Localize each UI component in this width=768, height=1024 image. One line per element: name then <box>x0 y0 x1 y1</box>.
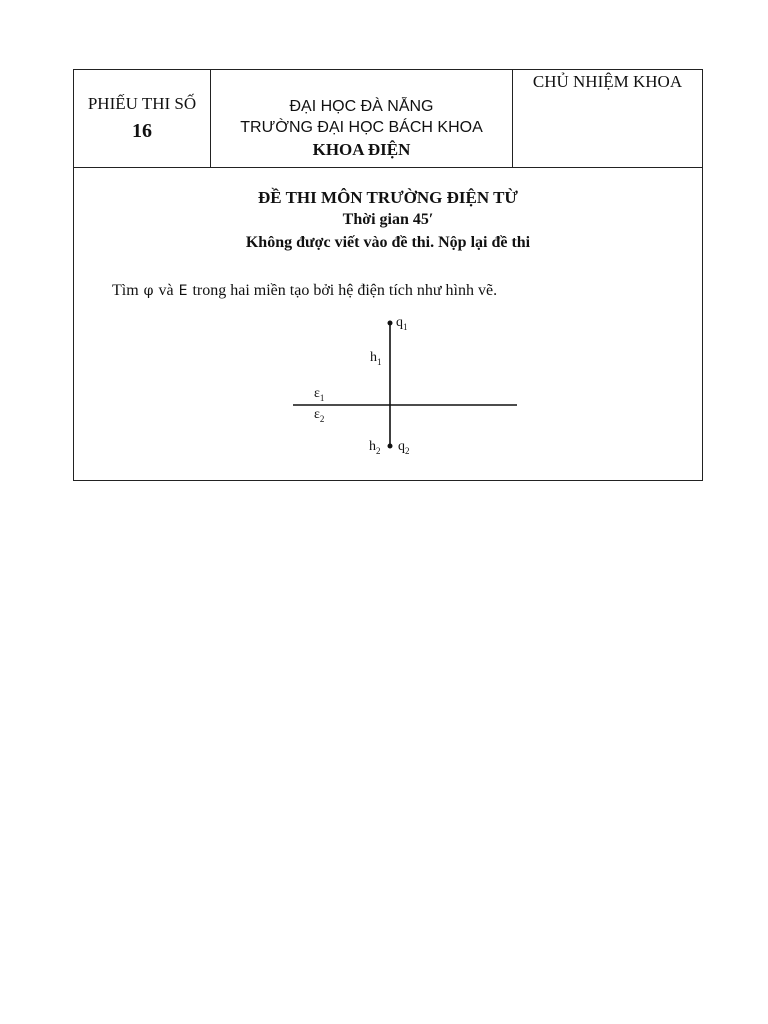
faculty-name: KHOA ĐIỆN <box>312 140 411 159</box>
h2-label: $h_2$ <box>369 439 381 456</box>
eps1-label: $\varepsilon_1$ <box>314 386 325 403</box>
exam-body <box>74 168 702 480</box>
question-text <box>112 282 502 300</box>
charge-diagram <box>284 315 534 468</box>
university-name: ĐẠI HỌC ĐÀ NẴNG <box>289 98 434 115</box>
exam-title: ĐỀ THI MÔN TRƯỜNG ĐIỆN TỪ <box>258 188 518 207</box>
q1-label: $q_1$ <box>396 315 408 332</box>
dean-cell <box>513 70 702 167</box>
exam-sheet <box>73 69 703 481</box>
school-name: TRƯỜNG ĐẠI HỌC BÁCH KHOA <box>240 119 483 136</box>
exam-instruction: Không được viết vào đề thi. Nộp lại đề thi <box>245 234 531 251</box>
h1-label: $h_1$ <box>370 350 382 367</box>
dean-label: CHỦ NHIỆM KHOA <box>532 72 683 91</box>
charge-q2-dot <box>388 444 393 449</box>
institution-cell <box>211 70 513 167</box>
question-prefix: Tìm <box>112 282 139 299</box>
exam-duration: Thời gian 45′ <box>342 211 434 228</box>
form-number: 16 <box>132 120 152 142</box>
question-suffix: trong hai miền tạo bởi hệ điện tích như hình vẽ. <box>192 282 498 299</box>
question-and: và <box>158 282 174 299</box>
charge-q1-dot <box>388 321 393 326</box>
form-label: PHIẾU THI SỐ <box>87 94 197 113</box>
form-number-cell <box>74 70 211 167</box>
header-row <box>74 70 702 168</box>
q2-label: $q_2$ <box>398 439 410 456</box>
field-symbol: E <box>178 283 188 299</box>
eps2-label: $\varepsilon_2$ <box>314 407 325 424</box>
phi-symbol: φ <box>143 283 154 299</box>
